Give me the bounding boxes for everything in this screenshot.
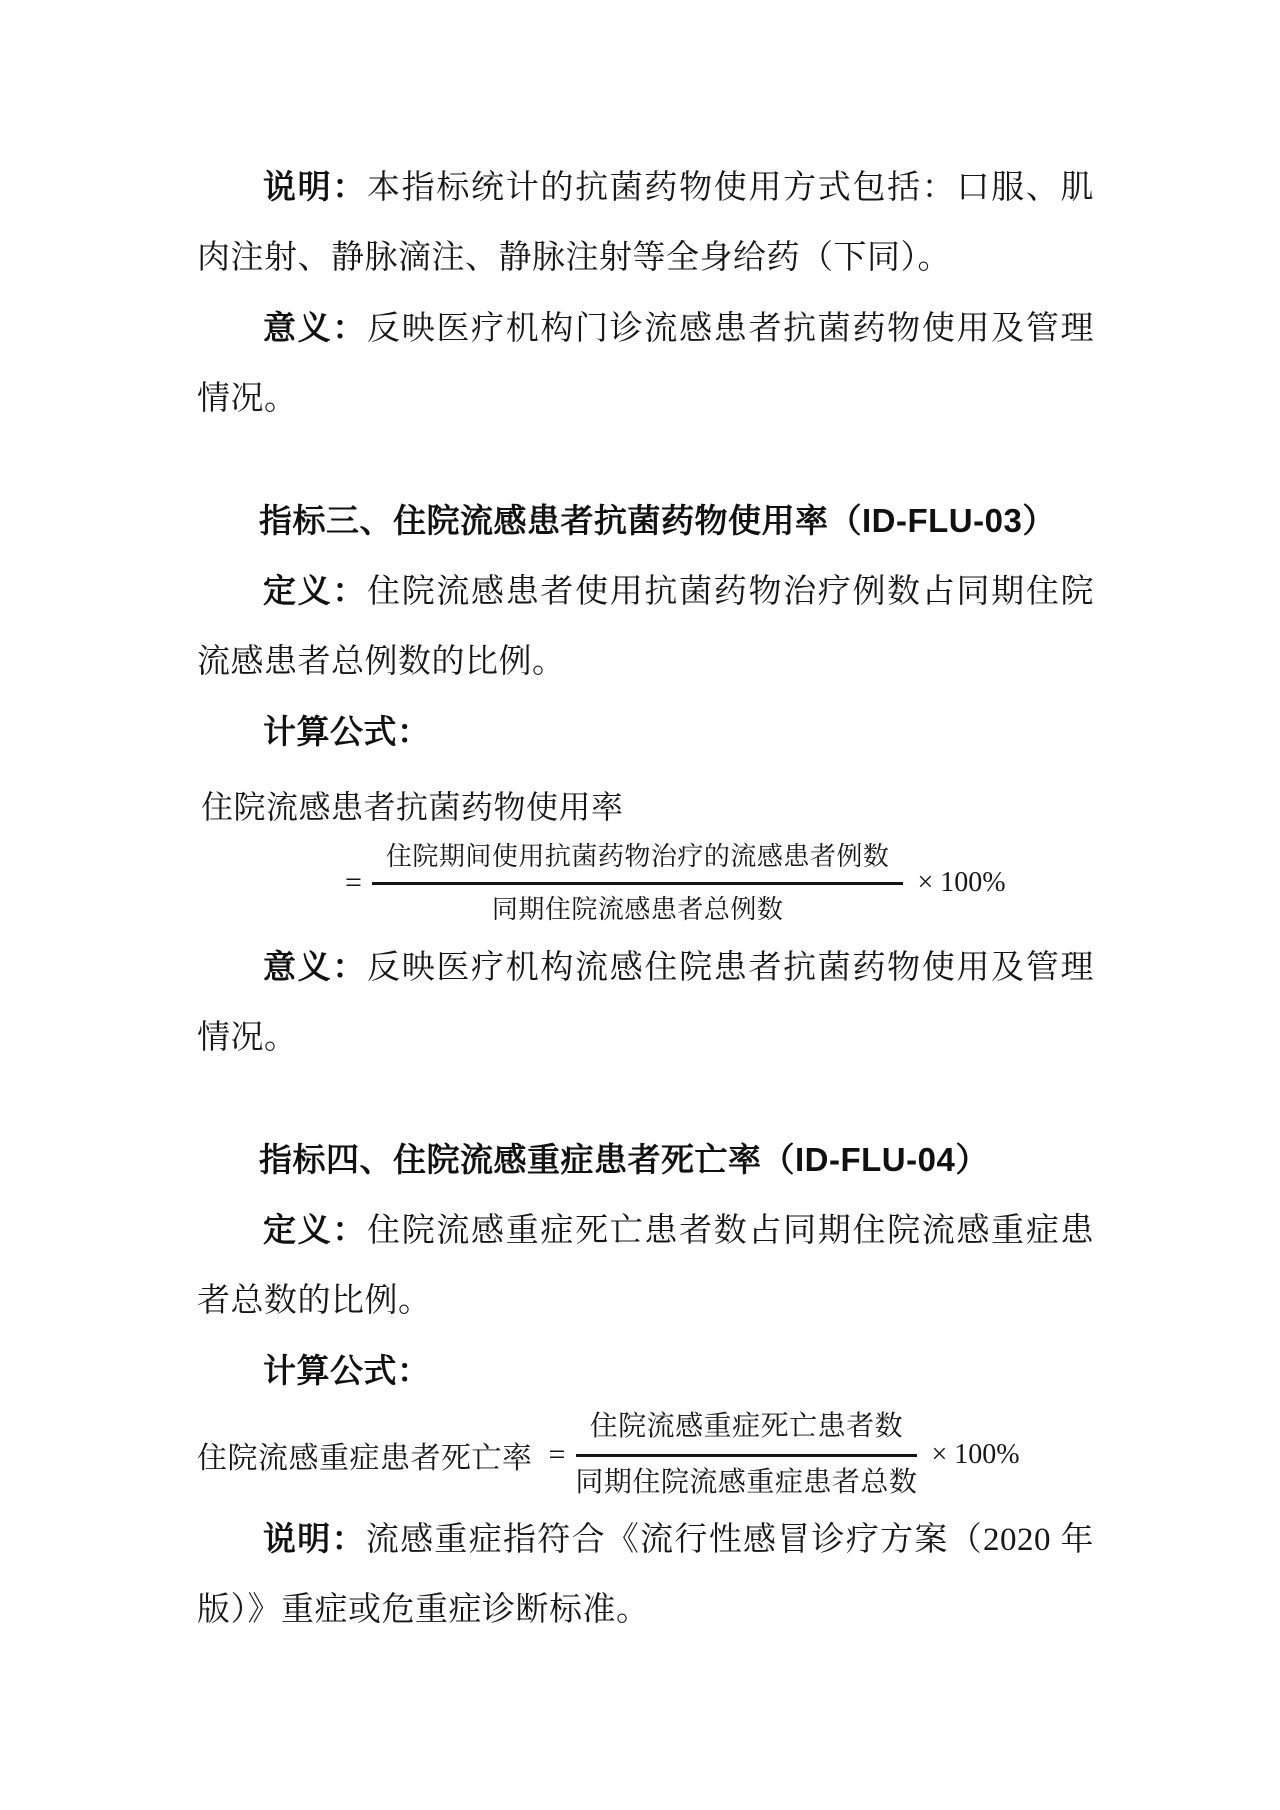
definition-text: 住院流感患者使用抗菌药物治疗例数占同期住院流感患者总例数的比例。 <box>197 574 1095 680</box>
note-text: 流感重症指符合《流行性感冒诊疗方案（2020 年版）》重症或危重症诊断标准。 <box>197 1521 1095 1628</box>
indicator4-note-paragraph <box>197 1504 1094 1645</box>
formula-lhs: 住院流感重症患者死亡率 <box>197 1442 533 1476</box>
indicator4-formula-section-label <box>197 1336 1094 1407</box>
significance-text: 反映医疗机构流感住院患者抗菌药物使用及管理情况。 <box>197 950 1095 1057</box>
formula-lhs: 住院流感患者抗菌药物使用率 <box>201 789 624 825</box>
indicator3-definition-paragraph <box>197 556 1094 697</box>
significance-text: 反映医疗机构门诊流感患者抗菌药物使用及管理情况。 <box>197 311 1095 417</box>
indicator3-formula <box>197 782 1094 928</box>
fraction-numerator: 住院期间使用抗菌药物治疗的流感患者例数 <box>372 838 904 885</box>
equals-sign: = <box>548 1438 566 1472</box>
multiplier: × 100% <box>931 1439 1020 1471</box>
definition-label: 定义： <box>263 572 368 609</box>
fraction <box>372 838 904 928</box>
equals-sign: = <box>345 866 362 900</box>
significance-label: 意义： <box>263 948 368 986</box>
fraction <box>575 1407 917 1503</box>
significance-paragraph-previous-indicator <box>197 293 1094 434</box>
formula-fraction-row <box>339 838 1094 928</box>
indicator4-definition-paragraph <box>197 1195 1094 1336</box>
significance-label: 意义： <box>263 309 368 346</box>
note-paragraph-previous-indicator <box>197 152 1094 293</box>
multiplier: × 100% <box>917 867 1006 899</box>
indicator3-heading: 指标三、住院流感患者抗菌药物使用率（ID-FLU-03） <box>259 502 1056 539</box>
indicator3-formula-section-label <box>197 697 1094 768</box>
indicator3-significance-paragraph <box>197 932 1094 1073</box>
indicator4-heading: 指标四、住院流感重症患者死亡率（ID-FLU-04） <box>259 1141 989 1179</box>
formula-section-label: 计算公式： <box>263 713 431 750</box>
fraction-denominator: 同期住院流感重症患者总数 <box>575 1466 918 1498</box>
indicator4-formula <box>197 1407 1094 1503</box>
note-text: 本指标统计的抗菌药物使用方式包括：口服、肌肉注射、静脉滴注、静脉注射等全身给药（下同）。 <box>197 170 1095 276</box>
note-label: 说明： <box>263 168 368 205</box>
fraction-denominator: 同期住院流感患者总例数 <box>491 894 784 924</box>
note-label: 说明： <box>263 1519 366 1557</box>
definition-text: 住院流感重症死亡患者数占同期住院流感重症患者总数的比例。 <box>197 1213 1095 1320</box>
fraction-numerator: 住院流感重症死亡患者数 <box>576 1407 918 1457</box>
definition-label: 定义： <box>263 1211 368 1249</box>
formula-section-label: 计算公式： <box>263 1352 431 1390</box>
